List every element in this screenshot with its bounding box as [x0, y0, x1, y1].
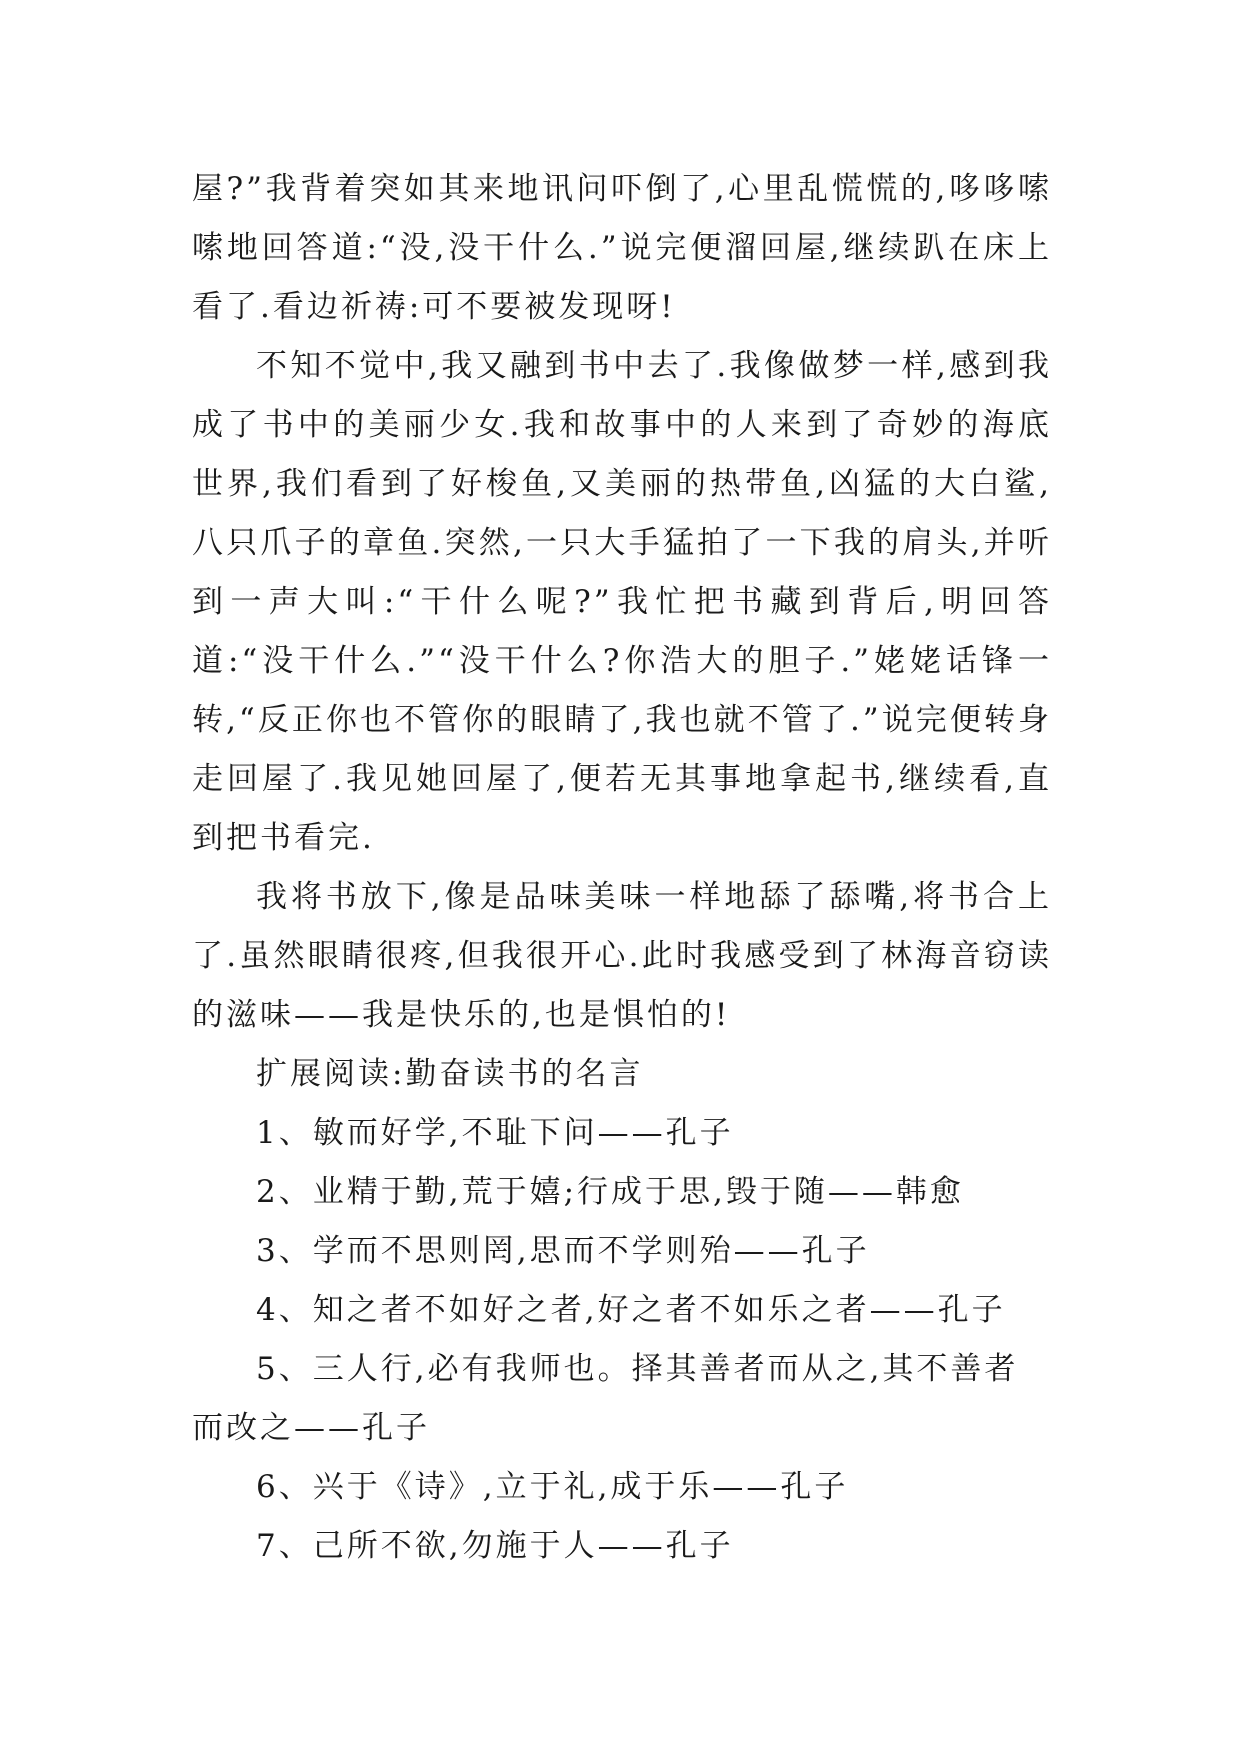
paragraph-closing: 我将书放下,像是品味美味一样地舔了舔嘴,将书合上了.虽然眼睛很疼,但我很开心.此时我感受到了林海音窃读的滋味——我是快乐的,也是惧怕的! — [192, 879, 1052, 1033]
paragraph-reading-dream: 不知不觉中,我又融到书中去了.我像做梦一样,感到我成了书中的美丽少女.我和故事中的人来到了奇妙的海底世界,我们看到了好梭鱼,又美丽的热带鱼,凶猛的大白鲨,八只爪子的章鱼.突然,一只大手猛拍了一下我的肩头,并听到一声大叫:“干什么呢?”我忙把书藏到背后,明回答道:“没干什么.”“没干什么?你浩大的胆子.”姥姥话锋一转,“反正你也不管你的眼睛了,我也就不管了.”说完便转身走回屋了.我见她回屋了,便若无其事地拿起书,继续看,直到把书看完. — [192, 348, 1052, 856]
quote-item: 4、知之者不如好之者,好之者不如乐之者——孔子 — [256, 1292, 1006, 1328]
quote-item: 2、业精于勤,荒于嬉;行成于思,毁于随——韩愈 — [256, 1174, 964, 1210]
extended-reading-heading: 扩展阅读:勤奋读书的名言 — [256, 1056, 644, 1092]
quote-item: 7、己所不欲,勿施于人——孔子 — [256, 1528, 734, 1564]
paragraph-continuation: 屋?”我背着突如其来地讯问吓倒了,心里乱慌慌的,哆哆嗦嗦地回答道:“没,没干什么.”说完便溜回屋,继续趴在床上看了.看边祈祷:可不要被发现呀! — [192, 171, 1052, 325]
quote-item: 3、学而不思则罔,思而不学则殆——孔子 — [256, 1233, 870, 1269]
document-body — [192, 160, 1052, 1576]
quote-item: 6、兴于《诗》,立于礼,成于乐——孔子 — [256, 1469, 849, 1505]
quote-item: 1、敏而好学,不耻下问——孔子 — [256, 1115, 734, 1151]
quote-item: 5、三人行,必有我师也。择其善者而从之,其不善者而改之——孔子 — [192, 1351, 1019, 1446]
